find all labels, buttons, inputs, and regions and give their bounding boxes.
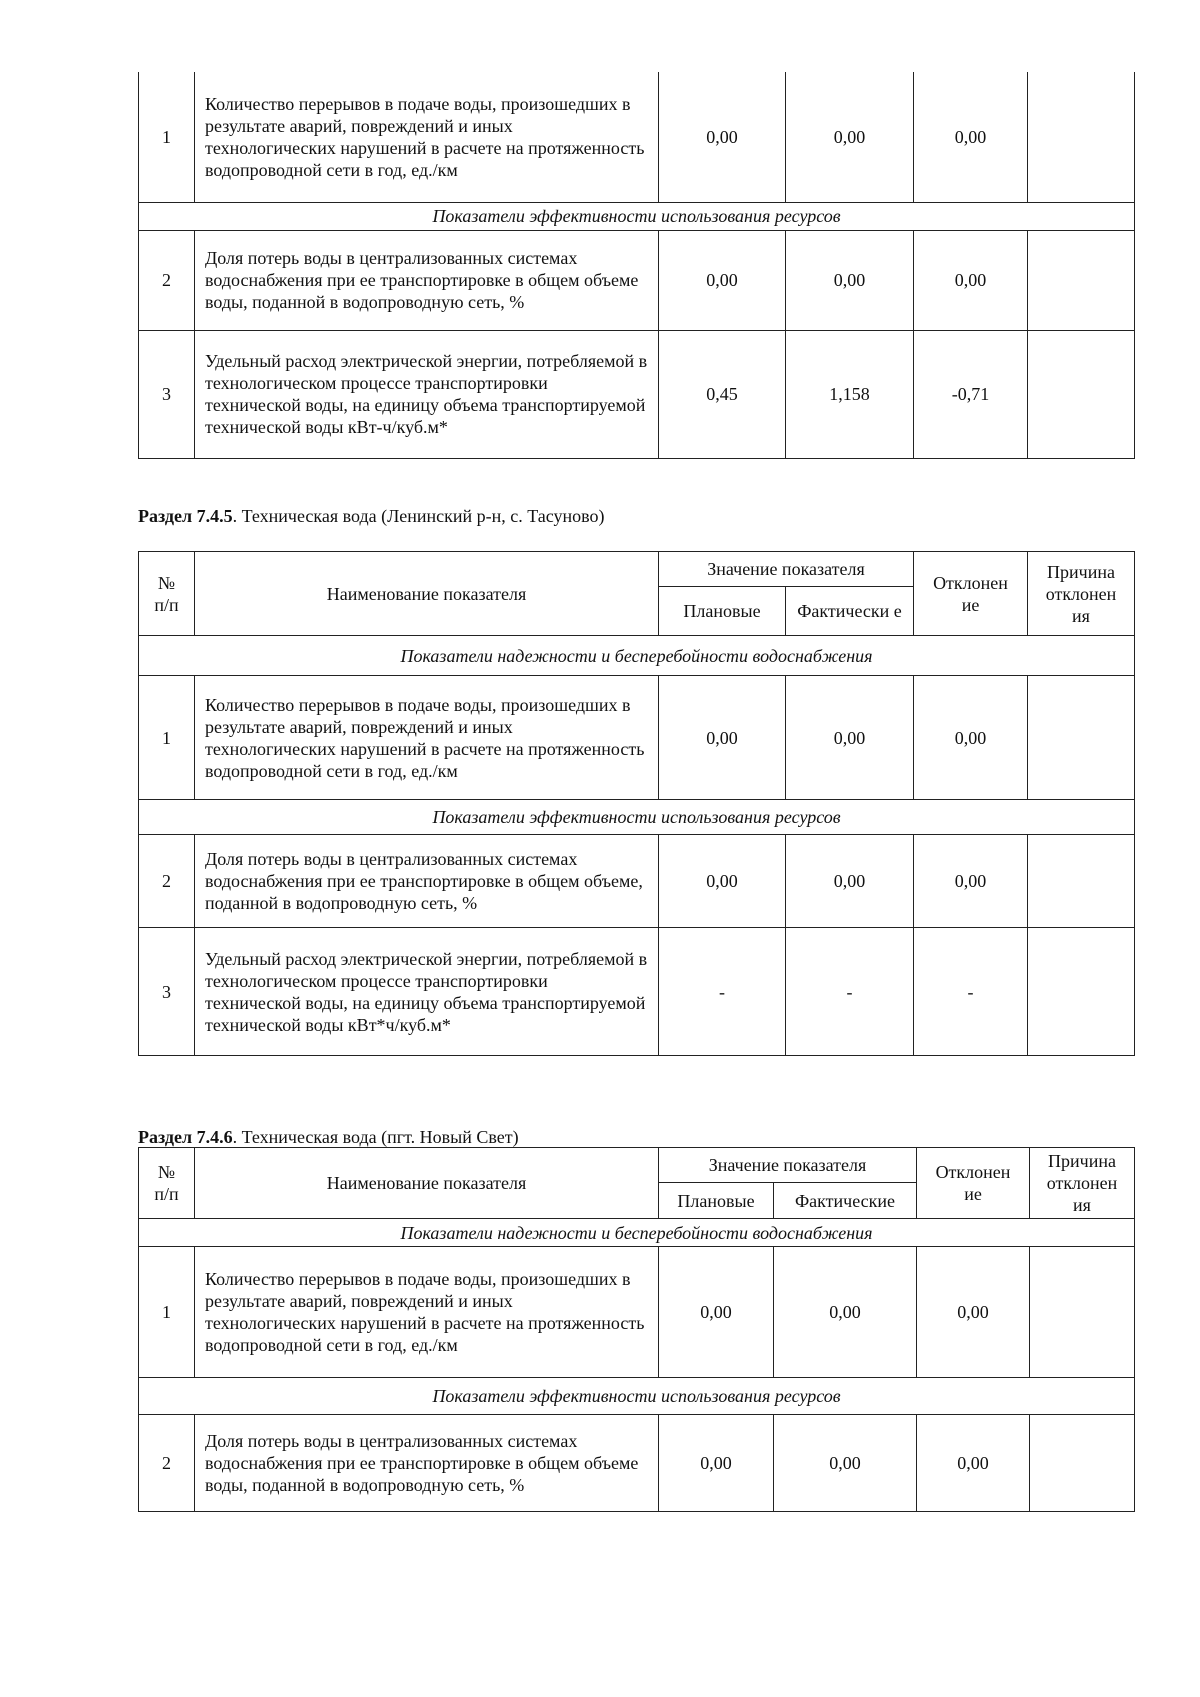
table-row <box>139 835 1135 928</box>
col-header-value: Значение показателя <box>659 1148 917 1183</box>
actual-value: - <box>786 928 914 1056</box>
reason-cell <box>1030 1247 1135 1378</box>
indicator-name: Доля потерь воды в централизованных системах водоснабжения при ее транспортировке в общем объеме воды, поданной в водопроводную сеть, % <box>195 1415 659 1512</box>
deviation-value: 0,00 <box>914 835 1028 928</box>
col-header-planned: Плановые <box>659 587 786 636</box>
deviation-value: 0,00 <box>914 230 1028 330</box>
actual-value: 0,00 <box>786 230 914 330</box>
group-heading: Показатели эффективности использования ресурсов <box>139 800 1135 835</box>
row-number: 3 <box>139 330 195 458</box>
table-row <box>139 230 1135 330</box>
indicator-table-continued <box>138 72 1135 459</box>
col-header-name: Наименование показателя <box>195 552 659 636</box>
row-number: 2 <box>139 1415 195 1512</box>
actual-value: 0,00 <box>774 1247 917 1378</box>
indicator-name: Количество перерывов в подаче воды, произошедших в результате аварий, повреждений и иных технологических нарушений в расчете на протяженность водопроводной сети в год, ед./км <box>195 676 659 800</box>
reason-cell <box>1028 230 1135 330</box>
group-row <box>139 1378 1135 1415</box>
group-heading: Показатели эффективности использования ресурсов <box>139 1378 1135 1415</box>
col-header-reason: Причина отклонен ия <box>1028 552 1135 636</box>
col-header-deviation: Отклонен ие <box>914 552 1028 636</box>
actual-value: 1,158 <box>786 330 914 458</box>
indicator-table-novy-svet <box>138 1147 1135 1512</box>
col-header-name: Наименование показателя <box>195 1148 659 1219</box>
section-label: Раздел 7.4.6 <box>138 1127 233 1147</box>
col-header-number: № п/п <box>139 1148 195 1219</box>
actual-value: 0,00 <box>786 835 914 928</box>
planned-value: 0,00 <box>659 230 786 330</box>
deviation-value: 0,00 <box>914 72 1028 202</box>
indicator-name: Количество перерывов в подаче воды, произошедших в результате аварий, повреждений и иных технологических нарушений в расчете на протяженность водопроводной сети в год, ед./км <box>195 72 659 202</box>
section-title <box>138 1126 519 1148</box>
group-row <box>139 202 1135 230</box>
planned-value: 0,00 <box>659 72 786 202</box>
col-header-deviation: Отклонен ие <box>917 1148 1030 1219</box>
group-heading: Показатели надежности и бесперебойности водоснабжения <box>139 1219 1135 1247</box>
reason-cell <box>1028 330 1135 458</box>
header-row <box>139 552 1135 587</box>
deviation-value: 0,00 <box>914 676 1028 800</box>
row-number: 1 <box>139 72 195 202</box>
reason-cell <box>1028 72 1135 202</box>
group-row <box>139 1219 1135 1247</box>
planned-value: - <box>659 928 786 1056</box>
indicator-table-tasunovo <box>138 551 1135 1056</box>
reason-cell <box>1028 835 1135 928</box>
planned-value: 0,45 <box>659 330 786 458</box>
row-number: 2 <box>139 230 195 330</box>
table-row <box>139 72 1135 202</box>
deviation-value: -0,71 <box>914 330 1028 458</box>
group-row <box>139 800 1135 835</box>
section-heading-text: . Техническая вода (пгт. Новый Свет) <box>232 1127 519 1147</box>
deviation-value: 0,00 <box>917 1247 1030 1378</box>
planned-value: 0,00 <box>659 1247 774 1378</box>
row-number: 1 <box>139 1247 195 1378</box>
section-heading-text: . Техническая вода (Ленинский р-н, с. Тасуново) <box>232 506 605 526</box>
row-number: 1 <box>139 676 195 800</box>
col-header-actual: Фактические <box>774 1183 917 1219</box>
col-header-actual: Фактически е <box>786 587 914 636</box>
section-title <box>138 505 605 527</box>
header-row <box>139 1148 1135 1183</box>
col-header-value: Значение показателя <box>659 552 914 587</box>
actual-value: 0,00 <box>774 1415 917 1512</box>
reason-cell <box>1028 928 1135 1056</box>
actual-value: 0,00 <box>786 676 914 800</box>
indicator-name: Удельный расход электрической энергии, потребляемой в технологическом процессе транспортировки технической воды, на единицу объема транспортируемой технической воды кВт*ч/куб.м* <box>195 928 659 1056</box>
table-row <box>139 1415 1135 1512</box>
indicator-name: Доля потерь воды в централизованных системах водоснабжения при ее транспортировке в общем объеме, поданной в водопроводную сеть, % <box>195 835 659 928</box>
row-number: 2 <box>139 835 195 928</box>
section-label: Раздел 7.4.5 <box>138 506 233 526</box>
col-header-reason: Причина отклонен ия <box>1030 1148 1135 1219</box>
row-number: 3 <box>139 928 195 1056</box>
group-heading: Показатели надежности и бесперебойности водоснабжения <box>139 636 1135 676</box>
col-header-planned: Плановые <box>659 1183 774 1219</box>
indicator-name: Количество перерывов в подаче воды, произошедших в результате аварий, повреждений и иных технологических нарушений в расчете на протяженность водопроводной сети в год, ед./км <box>195 1247 659 1378</box>
indicator-name: Доля потерь воды в централизованных системах водоснабжения при ее транспортировке в общем объеме воды, поданной в водопроводную сеть, % <box>195 230 659 330</box>
deviation-value: - <box>914 928 1028 1056</box>
planned-value: 0,00 <box>659 1415 774 1512</box>
col-header-number: № п/п <box>139 552 195 636</box>
indicator-name: Удельный расход электрической энергии, потребляемой в технологическом процессе транспортировки технической воды, на единицу объема транспортируемой технической воды кВт-ч/куб.м* <box>195 330 659 458</box>
planned-value: 0,00 <box>659 676 786 800</box>
reason-cell <box>1028 676 1135 800</box>
planned-value: 0,00 <box>659 835 786 928</box>
table-row <box>139 928 1135 1056</box>
group-heading: Показатели эффективности использования ресурсов <box>139 202 1135 230</box>
table-row <box>139 1247 1135 1378</box>
table-row <box>139 330 1135 458</box>
table-row <box>139 676 1135 800</box>
reason-cell <box>1030 1415 1135 1512</box>
actual-value: 0,00 <box>786 72 914 202</box>
group-row <box>139 636 1135 676</box>
deviation-value: 0,00 <box>917 1415 1030 1512</box>
